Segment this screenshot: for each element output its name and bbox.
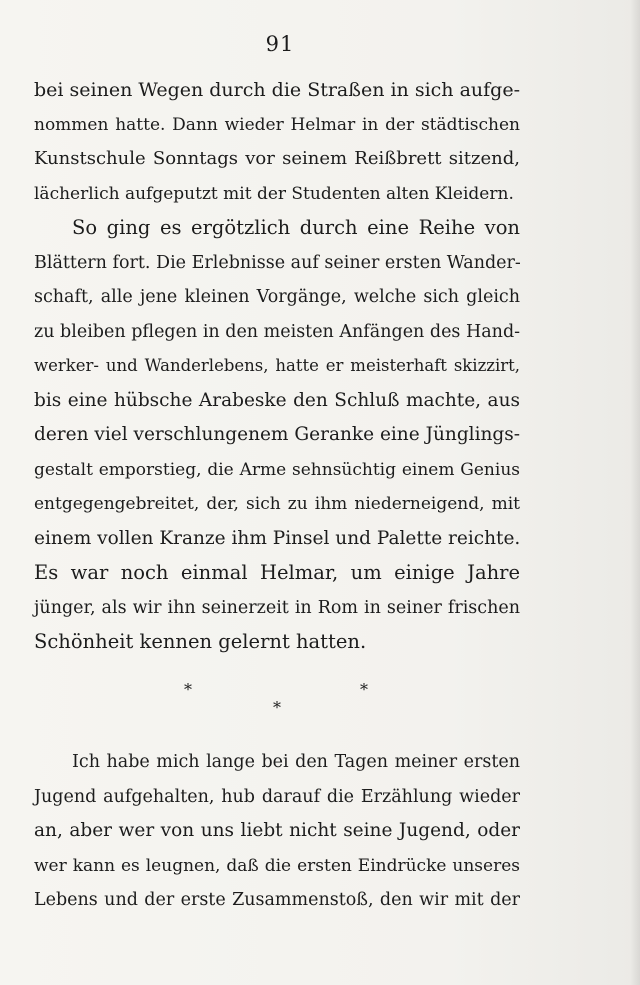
separator-star: * — [273, 698, 281, 717]
text-line: bis eine hübsche Arabeske den Schluß machte, aus — [34, 389, 520, 411]
text-block-lower — [34, 745, 520, 918]
text-line: Es war noch einmal Helmar, um einige Jahre — [34, 561, 520, 584]
text-line: gestalt emporstieg, die Arme sehnsüchtig einem Genius — [34, 459, 520, 480]
paragraph-jugend — [34, 745, 520, 918]
text-line: nommen hatte. Dann wieder Helmar in der städtischen — [34, 114, 520, 135]
text-line: zu bleiben pflegen in den meisten Anfängen des Hand- — [34, 321, 521, 342]
separator-star: * — [360, 680, 368, 699]
text-line: an, aber wer von uns liebt nicht seine Jugend, oder — [34, 820, 520, 841]
text-line: Schönheit kennen gelernt hatten. — [34, 630, 367, 653]
text-line: werker- und Wanderlebens, hatte er meisterhaft skizzirt, — [34, 356, 520, 375]
text-line: wer kann es leugnen, daß die ersten Eindrücke unseres — [34, 855, 520, 876]
text-line: einem vollen Kranze ihm Pinsel und Palette reichte. — [34, 527, 521, 549]
section-separator — [150, 682, 410, 722]
text-line: deren viel verschlungenem Geranke eine Jünglings- — [34, 424, 520, 445]
paragraph-blaettern — [34, 211, 520, 660]
text-line: entgegengebreitet, der, sich zu ihm niederneigend, mit — [34, 494, 520, 514]
text-line: Blättern fort. Die Erlebnisse auf seiner ersten Wander- — [34, 252, 521, 273]
page-edge-shadow — [630, 0, 640, 985]
text-line: Jugend aufgehalten, hub darauf die Erzählung wieder — [34, 786, 520, 807]
separator-star: * — [184, 680, 192, 699]
text-block-upper — [34, 73, 520, 660]
text-line: schaft, alle jene kleinen Vorgänge, welche sich gleich — [34, 287, 520, 307]
text-line: bei seinen Wegen durch die Straßen in sich aufge- — [34, 79, 520, 101]
text-line: lächerlich aufgeputzt mit der Studenten alten Kleidern. — [34, 183, 514, 204]
text-line: Ich habe mich lange bei den Tagen meiner ersten — [72, 752, 520, 772]
page-number: 91 — [265, 32, 295, 56]
text-line: jünger, als wir ihn seinerzeit in Rom in seiner frischen — [34, 597, 520, 618]
text-line: Lebens und der erste Zusammenstoß, den wir mit der — [34, 890, 520, 910]
paragraph-continued — [34, 73, 520, 211]
text-line: Kunstschule Sonntags vor seinem Reißbrett sitzend, — [34, 148, 520, 169]
text-line: So ging es ergötzlich durch eine Reihe von — [72, 216, 520, 239]
